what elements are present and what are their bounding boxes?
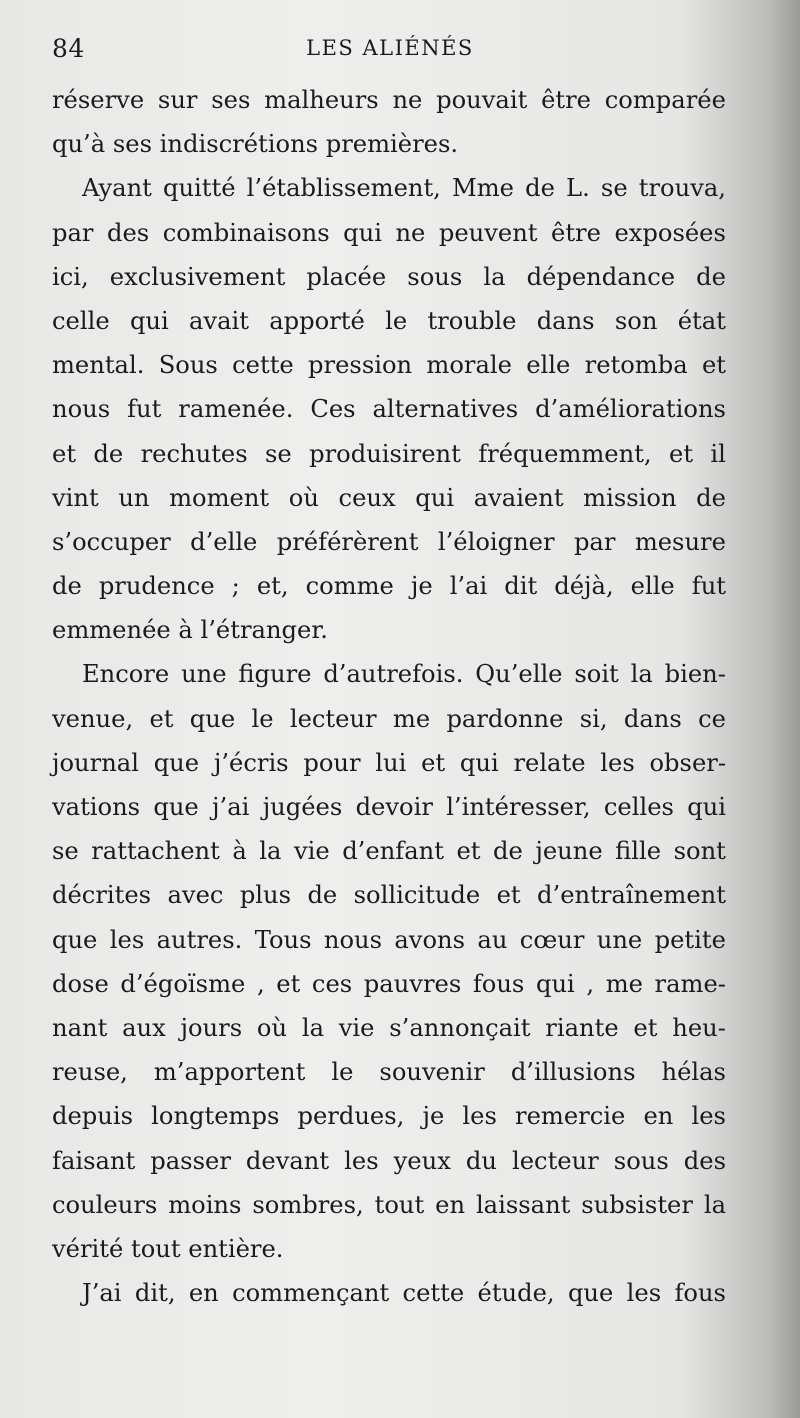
- word: être: [551, 218, 601, 247]
- word: lecteur: [289, 704, 377, 733]
- word: nous: [52, 395, 111, 424]
- word: sous: [613, 1146, 669, 1175]
- word: peuvent: [438, 218, 538, 247]
- text-line: [52, 343, 726, 387]
- word: couleurs: [52, 1190, 158, 1219]
- word: cette: [232, 351, 294, 380]
- word: yeux: [393, 1146, 451, 1175]
- word: ces: [311, 969, 353, 998]
- word: décrites: [52, 881, 152, 910]
- word: prudence: [98, 572, 215, 601]
- word: riante: [545, 1013, 619, 1042]
- word: et: [52, 439, 77, 468]
- word: sur: [157, 86, 198, 114]
- word: d’égoïsme: [120, 969, 246, 998]
- word: que: [52, 925, 98, 954]
- word: où: [288, 483, 319, 512]
- word: vint: [52, 483, 99, 512]
- word: me: [392, 704, 431, 733]
- word: Encore: [82, 660, 170, 689]
- word: qui: [343, 218, 382, 247]
- word: laissant: [475, 1190, 571, 1219]
- word: de: [525, 174, 555, 203]
- text-line: [52, 78, 726, 122]
- word: si,: [579, 704, 608, 733]
- word: longtemps: [151, 1102, 280, 1131]
- word: et: [421, 748, 446, 777]
- word: son: [614, 306, 658, 335]
- word: en: [188, 1279, 219, 1308]
- word: Ayant: [82, 174, 152, 203]
- word: alternatives: [372, 395, 519, 424]
- word: fut: [691, 572, 726, 601]
- word: commençant: [232, 1279, 390, 1308]
- word: dose: [52, 969, 109, 998]
- text-line: [52, 211, 726, 255]
- word: pouvait: [436, 86, 528, 114]
- word: hélas: [661, 1058, 726, 1087]
- word: un: [118, 483, 150, 512]
- word: avaient: [473, 483, 564, 512]
- word: par: [52, 218, 94, 247]
- word: pauvres: [363, 969, 462, 998]
- word: ne: [392, 86, 423, 114]
- word: du: [465, 1146, 497, 1175]
- word: de: [696, 262, 726, 291]
- word: d’elle: [190, 527, 258, 556]
- word: petite: [654, 925, 726, 954]
- word: le: [251, 704, 274, 733]
- word: une: [181, 660, 227, 689]
- word: Mme: [451, 174, 515, 203]
- word: que: [567, 1279, 614, 1308]
- word: figure: [238, 660, 312, 689]
- word: mental.: [52, 351, 145, 380]
- word: cette: [402, 1279, 465, 1308]
- word: ,: [256, 969, 265, 998]
- text-line: [52, 1006, 726, 1050]
- word: relate: [513, 748, 586, 777]
- word: lecteur: [511, 1146, 599, 1175]
- word: qui: [459, 748, 499, 777]
- word: elle: [526, 351, 571, 380]
- word: celle: [52, 306, 110, 335]
- word: qui: [415, 483, 455, 512]
- word: qui: [687, 793, 726, 821]
- word: sollicitude: [353, 881, 481, 910]
- word: les: [462, 1102, 497, 1131]
- word: il: [710, 439, 726, 468]
- word: que: [189, 704, 236, 733]
- word: aux: [122, 1013, 166, 1042]
- word: fille: [615, 837, 662, 866]
- word: le: [385, 306, 408, 335]
- word: de: [307, 881, 338, 910]
- word: la: [483, 262, 506, 291]
- word: la: [301, 1013, 324, 1042]
- word: nous: [323, 925, 383, 954]
- word: obser-: [649, 748, 726, 777]
- word: que: [153, 748, 200, 777]
- word: dans: [536, 306, 595, 335]
- word: ses: [211, 86, 251, 114]
- word: et: [701, 351, 726, 380]
- word: avons: [394, 925, 466, 954]
- word: état: [677, 306, 726, 335]
- word: l’ai: [449, 572, 488, 601]
- word: qui: [129, 306, 169, 335]
- word: avec: [167, 881, 224, 910]
- text-line: [52, 873, 726, 917]
- word: rame-: [654, 969, 726, 998]
- word: jugées: [262, 793, 343, 821]
- word: remercie: [515, 1102, 626, 1131]
- word: trouble: [427, 306, 517, 335]
- word: passer: [150, 1146, 231, 1175]
- word: exclusivement: [109, 262, 286, 291]
- word: tout: [374, 1190, 425, 1219]
- word: et: [496, 881, 521, 910]
- text-line: [52, 1050, 726, 1094]
- word: placée: [306, 262, 387, 291]
- word: s’annonçait: [389, 1013, 531, 1042]
- word: produisirent: [309, 439, 461, 468]
- word: faisant: [52, 1146, 136, 1175]
- text-line: [52, 166, 726, 210]
- word: le: [331, 1058, 354, 1087]
- word: comparée: [604, 86, 726, 114]
- text-line: emmenée à l’étranger.: [52, 616, 328, 645]
- word: ceux: [338, 483, 396, 512]
- word: mesure: [634, 527, 726, 556]
- word: dépendance: [526, 262, 676, 291]
- word: ramenée.: [178, 395, 294, 424]
- word: me: [605, 969, 643, 998]
- word: reuse,: [52, 1058, 128, 1087]
- word: sous: [407, 262, 463, 291]
- word: moment: [169, 483, 270, 512]
- word: elle: [630, 572, 675, 601]
- text-line: [52, 1094, 726, 1138]
- word: la: [259, 837, 282, 866]
- word: des: [683, 1146, 726, 1175]
- word: les: [344, 1146, 379, 1175]
- word: bien-: [664, 660, 726, 689]
- word: fut: [127, 395, 162, 424]
- text-line: [52, 785, 726, 829]
- word: de: [52, 572, 82, 601]
- word: plus: [239, 881, 292, 910]
- word: combinaisons: [162, 218, 330, 247]
- text-line: [52, 299, 726, 343]
- word: perdues,: [297, 1102, 405, 1131]
- word: mission: [583, 483, 677, 512]
- body-text: [52, 78, 726, 1315]
- word: subsister: [581, 1190, 693, 1219]
- word: L.: [566, 174, 590, 203]
- text-line: vérité tout entière.: [52, 1234, 284, 1263]
- word: d’illusions: [510, 1058, 636, 1087]
- word: heu-: [672, 1013, 726, 1042]
- word: et: [669, 439, 694, 468]
- word: comme: [305, 572, 394, 601]
- word: pression: [308, 351, 413, 380]
- word: devoir: [355, 793, 433, 821]
- text-line: [52, 829, 726, 873]
- word: exposées: [614, 218, 726, 247]
- word: quitté: [162, 174, 236, 203]
- word: vie: [338, 1013, 375, 1042]
- word: pour: [303, 748, 361, 777]
- word: fous: [674, 1279, 726, 1308]
- word: ici,: [52, 262, 89, 291]
- word: morale: [426, 351, 512, 380]
- word: de: [696, 483, 726, 512]
- word: devant: [245, 1146, 330, 1175]
- word: sombres,: [252, 1190, 364, 1219]
- text-line: [52, 1183, 726, 1227]
- word: de: [493, 837, 523, 866]
- running-title: LES ALIÉNÉS: [306, 36, 474, 60]
- word: l’intéresser,: [446, 793, 591, 821]
- word: autres.: [156, 925, 243, 954]
- word: vie: [293, 837, 330, 866]
- page-number: 84: [52, 34, 85, 63]
- word: Ces: [310, 395, 356, 424]
- word: retomba: [584, 351, 688, 380]
- word: et: [456, 837, 481, 866]
- word: ce: [698, 704, 726, 733]
- word: la: [703, 1190, 726, 1219]
- text-line: [52, 1271, 726, 1315]
- word: Qu’elle: [475, 660, 563, 689]
- word: des: [106, 218, 150, 247]
- word: j’ai: [212, 793, 250, 821]
- word: les: [600, 748, 635, 777]
- word: apporté: [269, 306, 365, 335]
- word: les: [626, 1279, 662, 1308]
- text-line: [52, 564, 726, 608]
- word: et,: [256, 572, 289, 601]
- word: d’enfant: [342, 837, 444, 866]
- page-header: [52, 34, 728, 68]
- word: dans: [623, 704, 682, 733]
- word: au: [477, 925, 508, 954]
- word: à: [232, 837, 247, 866]
- text-line: [52, 918, 726, 962]
- word: et: [276, 969, 301, 998]
- word: rattachent: [91, 837, 220, 866]
- word: d’entraînement: [537, 881, 726, 910]
- word: avait: [189, 306, 249, 335]
- word: en: [435, 1190, 466, 1219]
- word: s’occuper: [52, 527, 171, 556]
- word: j’écris: [213, 748, 289, 777]
- text-line: [52, 255, 726, 299]
- word: celles: [603, 793, 674, 821]
- word: venue,: [52, 704, 134, 733]
- word: de: [93, 439, 124, 468]
- text-line: [52, 962, 726, 1006]
- word: déjà,: [554, 572, 614, 601]
- word: jours: [180, 1013, 243, 1042]
- word: J’ai: [82, 1279, 122, 1308]
- word: être: [541, 86, 591, 114]
- word: l’éloigner: [437, 527, 555, 556]
- word: en: [643, 1102, 674, 1131]
- word: une: [596, 925, 643, 954]
- word: Tous: [254, 925, 312, 954]
- text-line: [52, 697, 726, 741]
- text-line: [52, 1139, 726, 1183]
- word: jeune: [535, 837, 603, 866]
- word: moins: [168, 1190, 242, 1219]
- word: ;: [231, 572, 240, 601]
- word: que: [153, 793, 199, 821]
- text-line: [52, 741, 726, 785]
- word: la: [630, 660, 653, 689]
- word: soit: [574, 660, 619, 689]
- word: se: [265, 439, 292, 468]
- word: je: [410, 572, 433, 601]
- word: lui: [375, 748, 407, 777]
- text-line: [52, 520, 726, 564]
- word: journal: [52, 748, 139, 777]
- word: d’améliorations: [535, 395, 726, 424]
- text-line: [52, 476, 726, 520]
- word: les: [691, 1102, 726, 1131]
- word: je: [422, 1102, 445, 1131]
- word: se: [52, 837, 79, 866]
- word: dit: [504, 572, 538, 601]
- word: qui: [535, 969, 575, 998]
- word: par: [573, 527, 616, 556]
- word: et: [633, 1013, 658, 1042]
- word: ne: [395, 218, 426, 247]
- text-line: [52, 432, 726, 476]
- word: se: [600, 174, 628, 203]
- word: d’autrefois.: [323, 660, 464, 689]
- word: souvenir: [379, 1058, 485, 1087]
- word: préférèrent: [276, 527, 419, 556]
- word: cœur: [519, 925, 585, 954]
- word: pardonne: [446, 704, 564, 733]
- word: rechutes: [140, 439, 248, 468]
- word: dit,: [134, 1279, 176, 1308]
- word: où: [256, 1013, 288, 1042]
- word: fous: [472, 969, 525, 998]
- word: fréquemment,: [478, 439, 652, 468]
- word: et: [149, 704, 174, 733]
- word: l’établissement,: [246, 174, 441, 203]
- word: ,: [586, 969, 595, 998]
- text-line: qu’à ses indiscrétions premières.: [52, 130, 459, 159]
- word: nant: [52, 1013, 108, 1042]
- word: sont: [673, 837, 726, 866]
- word: m’apportent: [153, 1058, 306, 1087]
- word: les: [109, 925, 145, 954]
- word: malheurs: [264, 86, 379, 114]
- word: depuis: [52, 1102, 134, 1131]
- text-line: [52, 652, 726, 696]
- word: étude,: [477, 1279, 555, 1308]
- word: Sous: [158, 351, 218, 380]
- word: réserve: [52, 86, 145, 114]
- word: vations: [52, 793, 141, 821]
- word: trouva,: [638, 174, 726, 203]
- text-line: [52, 387, 726, 431]
